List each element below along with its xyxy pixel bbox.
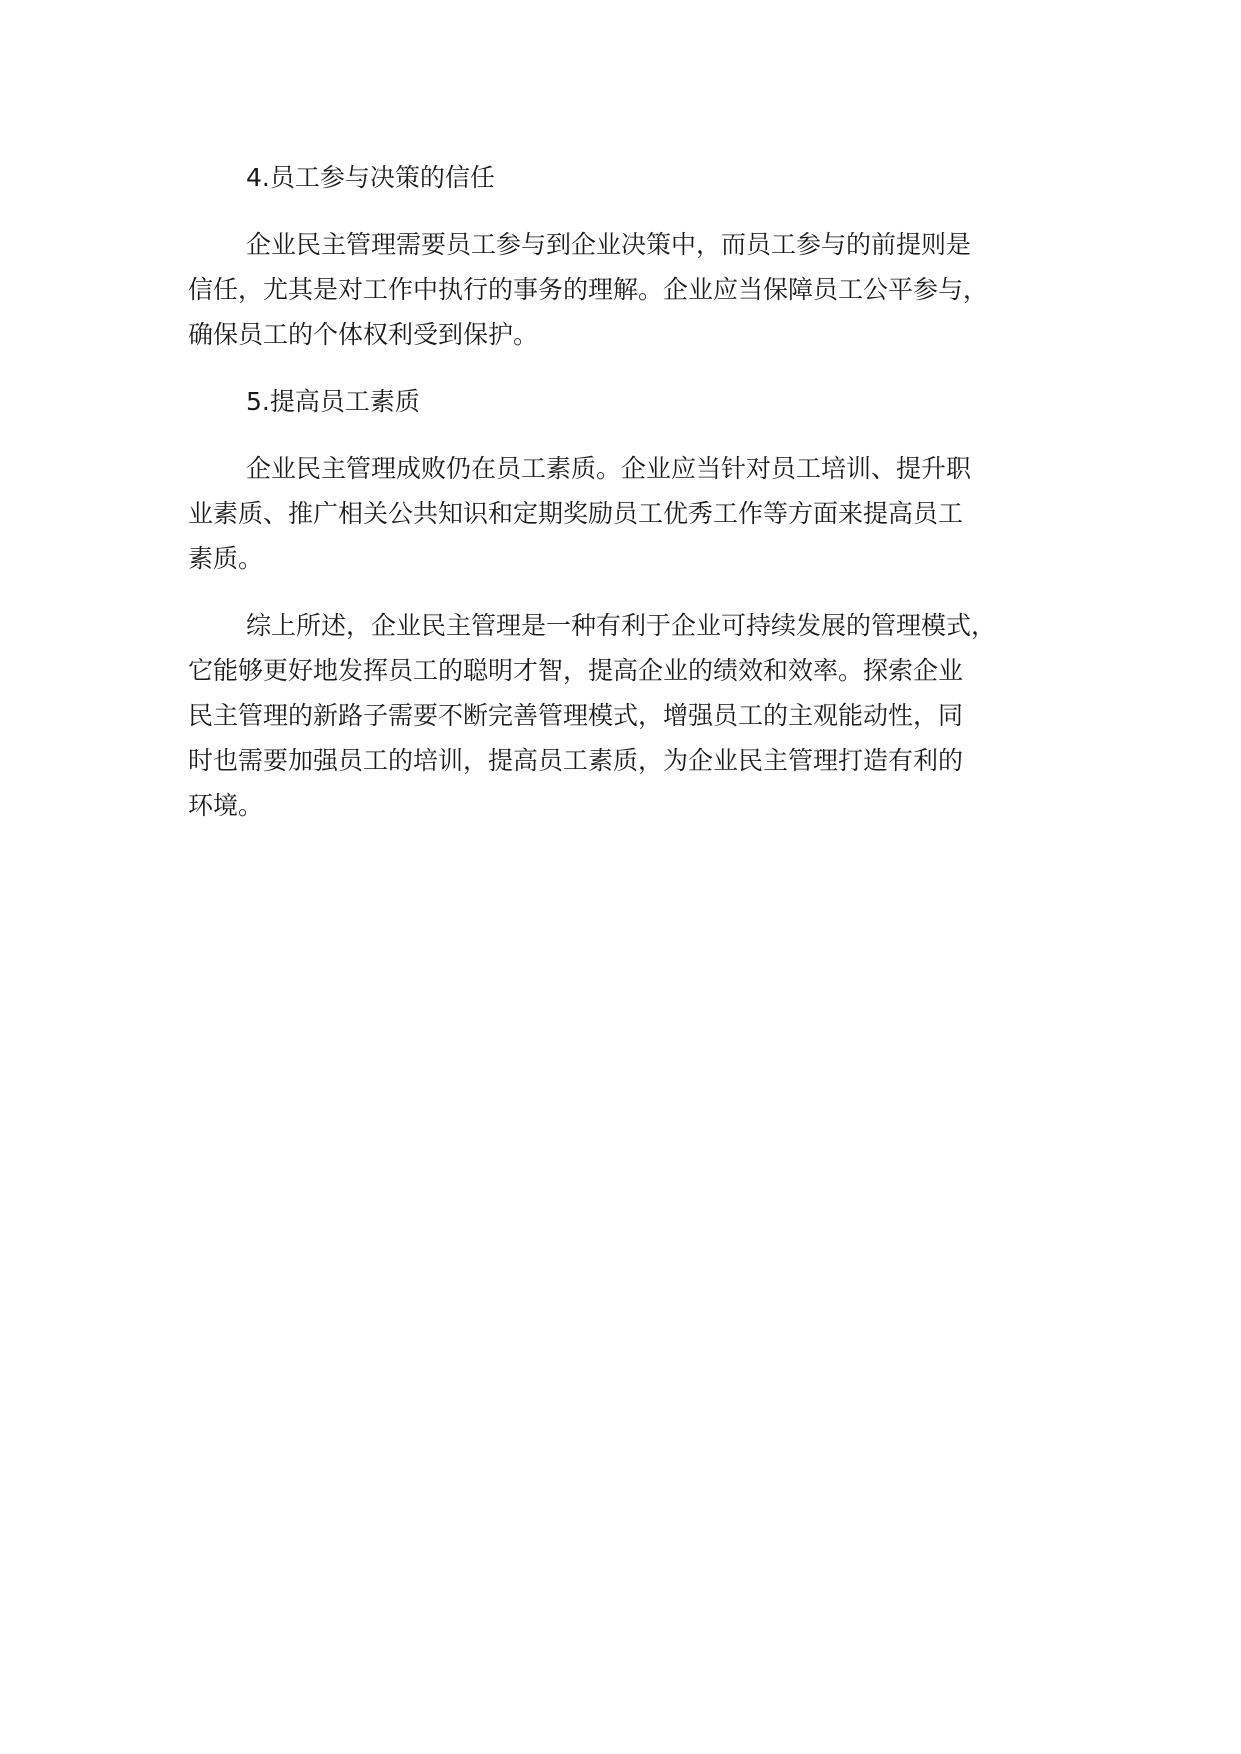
paragraph-line: 民主管理的新路子需要不断完善管理模式，增强员工的主观能动性，同 xyxy=(188,701,964,730)
conclusion-paragraph xyxy=(188,603,1083,828)
paragraph-line: 信任，尤其是对工作中执行的事务的理解。企业应当保障员工公平参与， xyxy=(188,275,989,304)
paragraph-line: 它能够更好地发挥员工的聪明才智，提高企业的绩效和效率。探索企业 xyxy=(188,656,964,685)
section-heading-5: 5.提高员工素质 xyxy=(246,387,420,416)
document-body xyxy=(188,155,1083,850)
paragraph-line: 时也需要加强员工的培训，提高员工素质，为企业民主管理打造有利的 xyxy=(188,746,964,775)
section-paragraph-5 xyxy=(188,446,1083,581)
paragraph-line: 企业民主管理成败仍在员工素质。企业应当针对员工培训、提升职 xyxy=(246,454,972,483)
paragraph-line: 综上所述，企业民主管理是一种有利于企业可持续发展的管理模式， xyxy=(246,611,997,640)
paragraph-line: 环境。 xyxy=(188,791,264,820)
section-heading-4: 4.员工参与决策的信任 xyxy=(246,163,495,192)
paragraph-line: 确保员工的个体权利受到保护。 xyxy=(188,320,539,349)
section-paragraph-4 xyxy=(188,222,1083,357)
paragraph-line: 素质。 xyxy=(188,544,264,573)
paragraph-line: 企业民主管理需要员工参与到企业决策中，而员工参与的前提则是 xyxy=(246,230,972,259)
paragraph-line: 业素质、推广相关公共知识和定期奖励员工优秀工作等方面来提高员工 xyxy=(188,499,964,528)
